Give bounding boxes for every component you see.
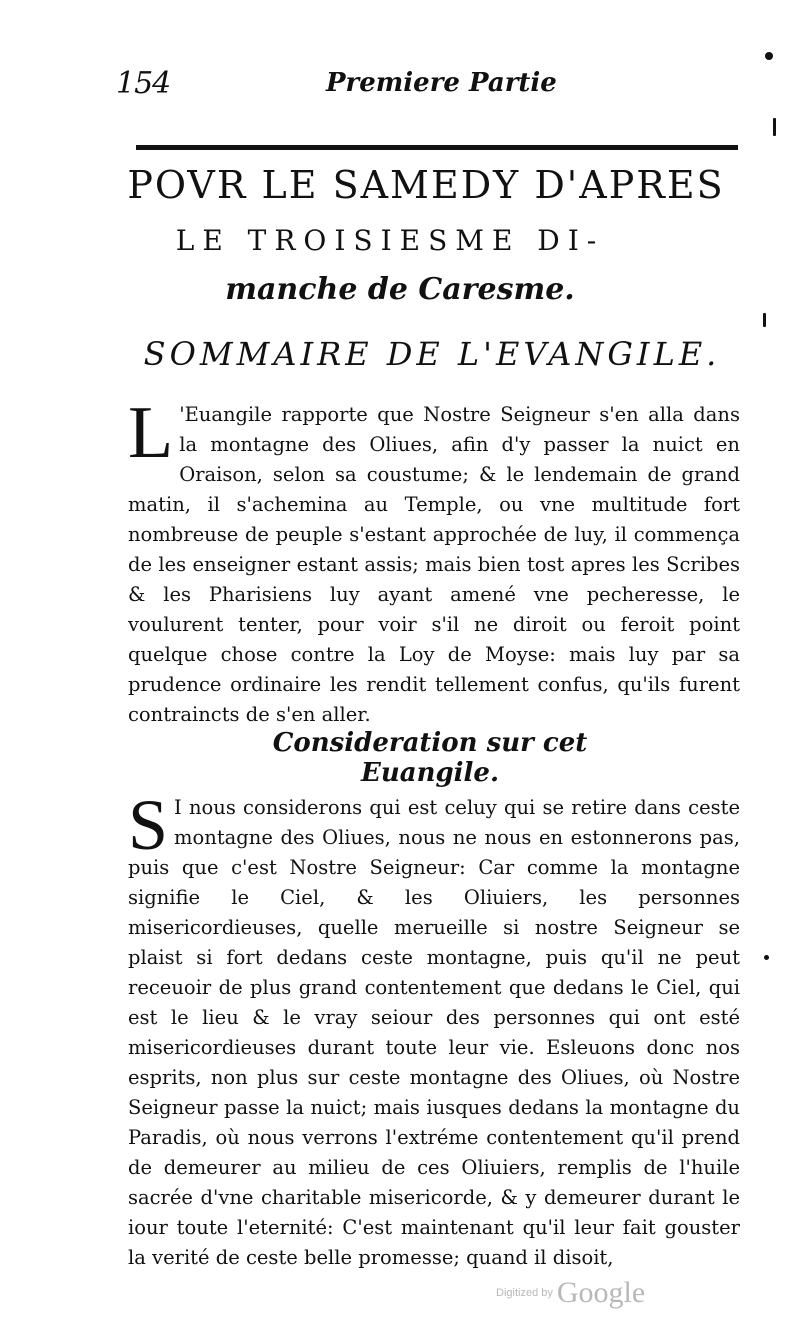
consideration-paragraph	[128, 785, 740, 1273]
consideration-text: I nous considerons qui est celuy qui se retire dans ceste montagne des Oliues, nous ne nous en estonnerons pas, puis que c'est Nostre Seigneur: Car comme la montagne signifie le Ciel, & les Oliuiers, les personnes misericordieuses, quelle merueille si nostre Seigneur se plaist si fort dedans ceste montagne, puis qu'il ne peut receuoir de plus grand contentement que dedans le Ciel, qui est le lieu & le vray seiour des personnes qui ont esté misericordieuses durant toute leur vie. Esleuons donc nos esprits, non plus sur ceste montagne des Oliues, où Nostre Seigneur passe la nuict; mais iusques dedans la montagne du Paradis, où nous verrons l'extréme contentement qu'il prend de demeurer au milieu de ces Oliuiers, remplis de l'huile sacrée d'vne charitable misericorde, & y demeurer durant le iour toute l'eternité: C'est maintenant qu'il leur fait gouster la verité de ceste belle promesse; quand il disoit,	[128, 796, 740, 1269]
ink-speck	[765, 52, 773, 60]
watermark-brand: Google	[556, 1276, 646, 1309]
ink-speck	[763, 313, 766, 327]
sommaire-text: 'Euangile rapporte que Nostre Seigneur s'en alla dans la montagne des Oliues, afin d'y passer la nuict en Oraison, selon sa coustume; & le lendemain de grand matin, il s'achemina au Temple, ou vne multitude fort nombreuse de peuple s'estant approchée de luy, il commença de les enseigner estant assis; mais bien tost apres les Scribes & les Pharisiens luy ayant amené vne pecheresse, le voulurent tenter, pour voir s'il ne diroit ou feroit point quelque chose contre la Loy de Moyse: mais luy par sa prudence ordinaire les rendit tellement confus, qu'ils furent contraincts de s'en aller.	[128, 403, 740, 726]
sommaire-heading: SOMMAIRE DE L'EVANGILE.	[143, 335, 721, 373]
page-number: 154	[116, 66, 171, 101]
ink-speck	[764, 955, 769, 960]
consideration-heading: Consideration sur cet Euangile.	[272, 728, 588, 788]
title-line-1: POVR LE SAMEDY D'APRES	[127, 163, 725, 207]
running-head: Premiere Partie	[326, 68, 557, 98]
ink-speck	[773, 118, 776, 136]
digitization-watermark	[496, 1276, 645, 1310]
watermark-prefix: Digitized by	[496, 1287, 553, 1299]
sommaire-paragraph	[128, 392, 740, 730]
title-line-2: LE TROISIESME DI-	[175, 224, 605, 257]
consideration-drop-cap: S	[128, 785, 169, 865]
title-line-3: manche de Caresme.	[225, 272, 575, 307]
sommaire-drop-cap: L	[128, 392, 174, 474]
header-rule	[136, 145, 738, 150]
